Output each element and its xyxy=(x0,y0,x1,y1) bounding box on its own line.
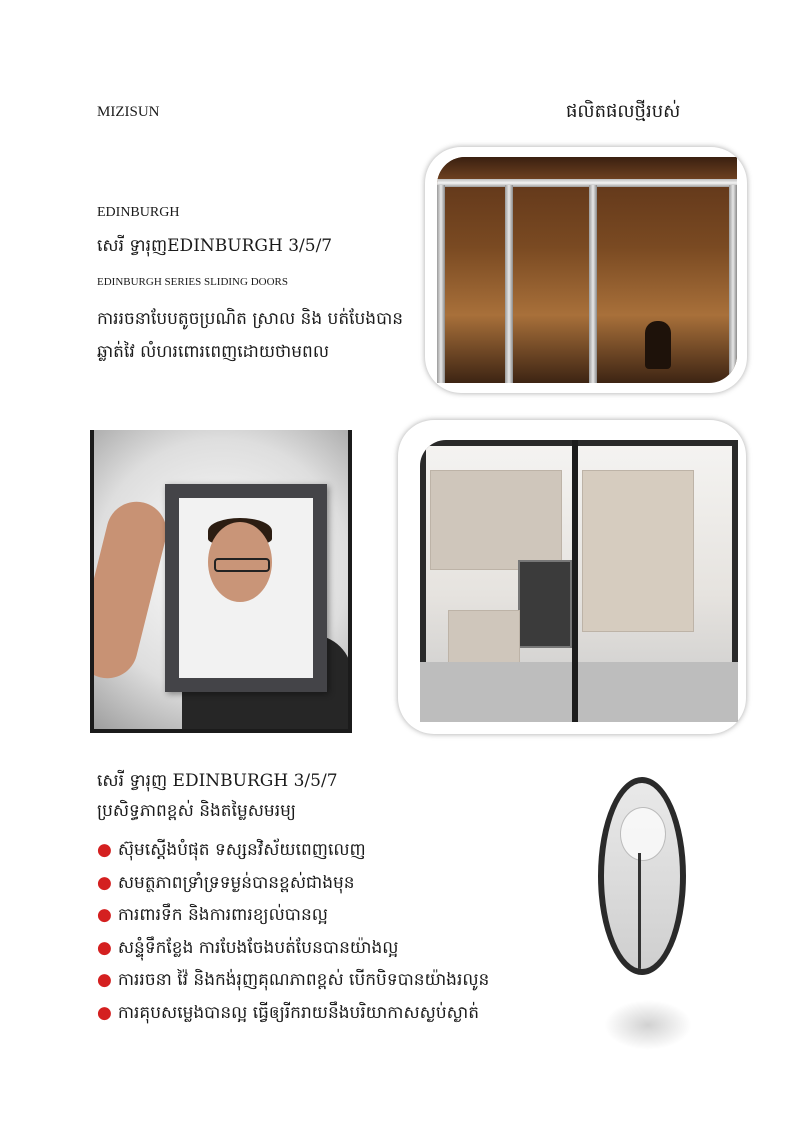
series-title: សេរី ទ្វារុញEDINBURGH 3/5/7 xyxy=(97,236,333,256)
bullet-icon: ● xyxy=(97,970,112,990)
bullet-icon: ● xyxy=(97,840,112,860)
list-item: ● សន្ទុំទឹកខ្លែង ការបែងចែងបត់បែនបានយ៉ាងល្អ xyxy=(97,937,399,958)
series-subtitle: EDINBURGH SERIES SLIDING DOORS xyxy=(97,276,288,288)
mirror-shadow xyxy=(604,1000,692,1050)
list-item: ● ការពារទឹក និងការពារខ្យល់បានល្អ xyxy=(97,905,328,925)
window-photo xyxy=(437,157,737,383)
header-new-products: ផលិតផលថ្មីរបស់ xyxy=(566,101,681,122)
brand-name: MIZISUN xyxy=(97,104,160,120)
person-silhouette xyxy=(645,321,671,369)
list-item: ● សមត្ថភាពទ្រាំទ្រទម្ងន់បានខ្ពស់ជាងមុន xyxy=(97,872,355,893)
section-subtitle: ប្រសិទ្ធភាពខ្ពស់ និងតម្លៃសមរម្យ xyxy=(97,801,296,821)
bullet-icon: ● xyxy=(97,937,112,958)
list-item: ● ស៊ុមស្តើងបំផុត ទស្សនវិស័យពេញលេញ xyxy=(97,840,366,860)
man-with-frame-photo xyxy=(90,430,352,733)
list-item: ● ការរចនា វ៉ៃ និងកង់រុញគុណភាពខ្ពស់ បើកបិទបានយ៉ាងរលូន xyxy=(97,970,490,990)
bullet-icon: ● xyxy=(97,1002,112,1023)
window-photo-frame xyxy=(425,147,747,393)
series-description: ការរចនាបែបតូចប្រណិត ស្រាល និង បត់បែងបានឆ្លាត់វៃ លំហរពោរពេញដោយថាមពល xyxy=(97,309,404,362)
list-item: ● ការគុបសម្លេងបានល្អ ធ្វើឲ្យរីករាយនឹងបរិយាកាសស្ងប់ស្ងាត់ xyxy=(97,1002,480,1023)
bullet-icon: ● xyxy=(97,872,112,893)
kitchen-door-photo xyxy=(420,440,738,722)
section-title: សេរី ទ្វារុញ EDINBURGH 3/5/7 xyxy=(97,771,338,791)
feature-list xyxy=(97,834,527,1029)
bullet-icon: ● xyxy=(97,905,112,925)
kitchen-door-photo-frame xyxy=(398,420,746,734)
series-label: EDINBURGH xyxy=(97,205,180,220)
oval-mirror-photo xyxy=(598,777,686,975)
